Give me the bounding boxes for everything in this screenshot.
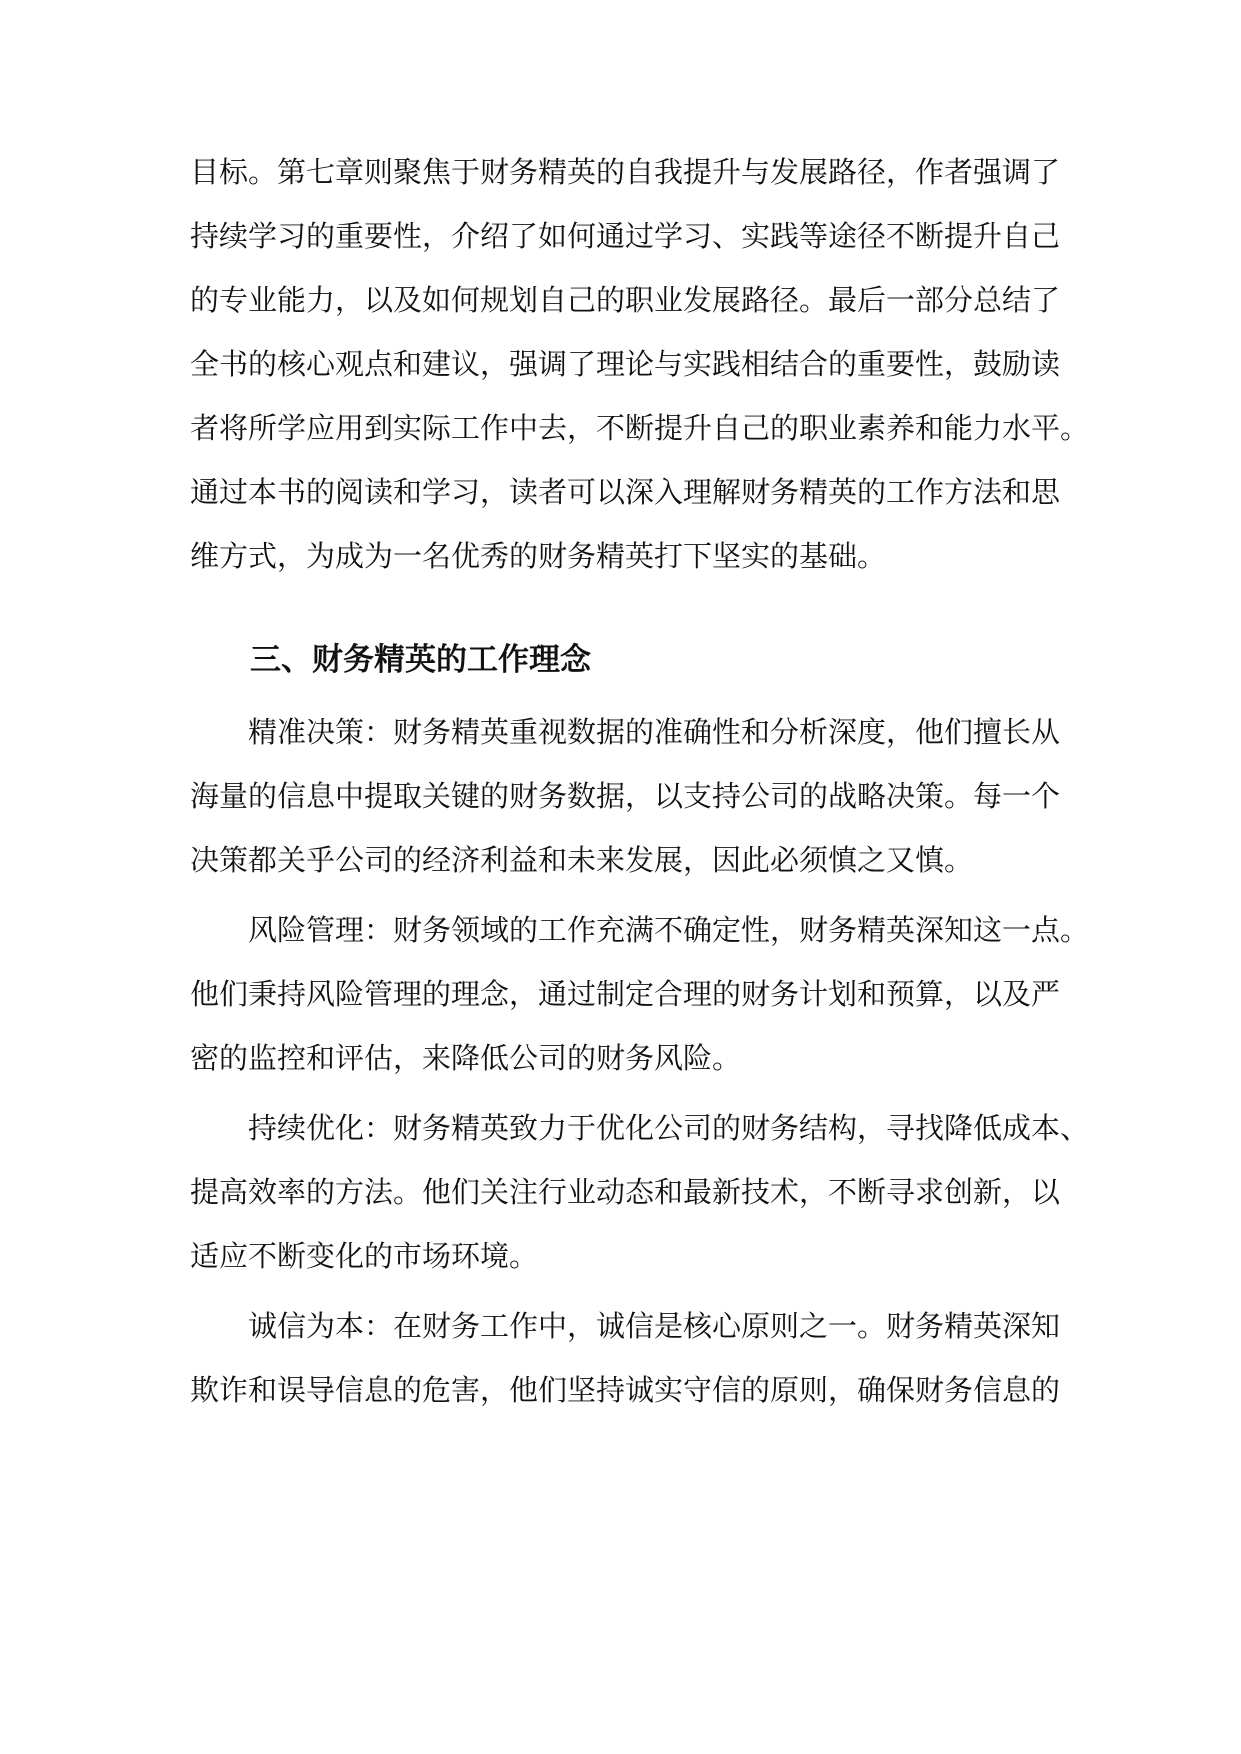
document-body (190, 140, 1090, 1428)
paragraph-continuous-optimization (190, 1096, 1090, 1288)
text-line: 者将所学应用到实际工作中去，不断提升自己的职业素养和能力水平。 (190, 411, 1090, 445)
text-line: 诚信为本：在财务工作中，诚信是核心原则之一。财务精英深知 (190, 1309, 1061, 1343)
text-line: 密的监控和评估，来降低公司的财务风险。 (190, 1041, 742, 1075)
text-line: 目标。第七章则聚焦于财务精英的自我提升与发展路径，作者强调了 (190, 155, 1061, 189)
text-line: 决策都关乎公司的经济利益和未来发展，因此必须慎之又慎。 (190, 843, 974, 877)
text-line: 持续优化：财务精英致力于优化公司的财务结构，寻找降低成本、 (190, 1111, 1090, 1145)
text-line: 通过本书的阅读和学习，读者可以深入理解财务精英的工作方法和思 (190, 475, 1061, 509)
paragraph-integrity (190, 1294, 1061, 1422)
section-heading: 三、财务精英的工作理念 (250, 642, 591, 678)
text-line: 持续学习的重要性，介绍了如何通过学习、实践等途径不断提升自己 (190, 219, 1061, 253)
text-line: 欺诈和误导信息的危害，他们坚持诚实守信的原则，确保财务信息的 (190, 1373, 1061, 1407)
paragraph-risk-management (190, 898, 1090, 1090)
text-line: 提高效率的方法。他们关注行业动态和最新技术，不断寻求创新，以 (190, 1175, 1061, 1209)
text-line: 海量的信息中提取关键的财务数据，以支持公司的战略决策。每一个 (190, 779, 1061, 813)
text-line: 全书的核心观点和建议，强调了理论与实践相结合的重要性，鼓励读 (190, 347, 1061, 381)
text-line: 精准决策：财务精英重视数据的准确性和分析深度，他们擅长从 (190, 715, 1061, 749)
text-line: 风险管理：财务领域的工作充满不确定性，财务精英深知这一点。 (190, 913, 1090, 947)
text-line: 维方式，为成为一名优秀的财务精英打下坚实的基础。 (190, 539, 887, 573)
intro-paragraph (190, 140, 1090, 588)
text-line: 他们秉持风险管理的理念，通过制定合理的财务计划和预算，以及严 (190, 977, 1061, 1011)
text-line: 的专业能力，以及如何规划自己的职业发展路径。最后一部分总结了 (190, 283, 1061, 317)
paragraph-precise-decision (190, 700, 1061, 892)
text-line: 适应不断变化的市场环境。 (190, 1239, 539, 1273)
